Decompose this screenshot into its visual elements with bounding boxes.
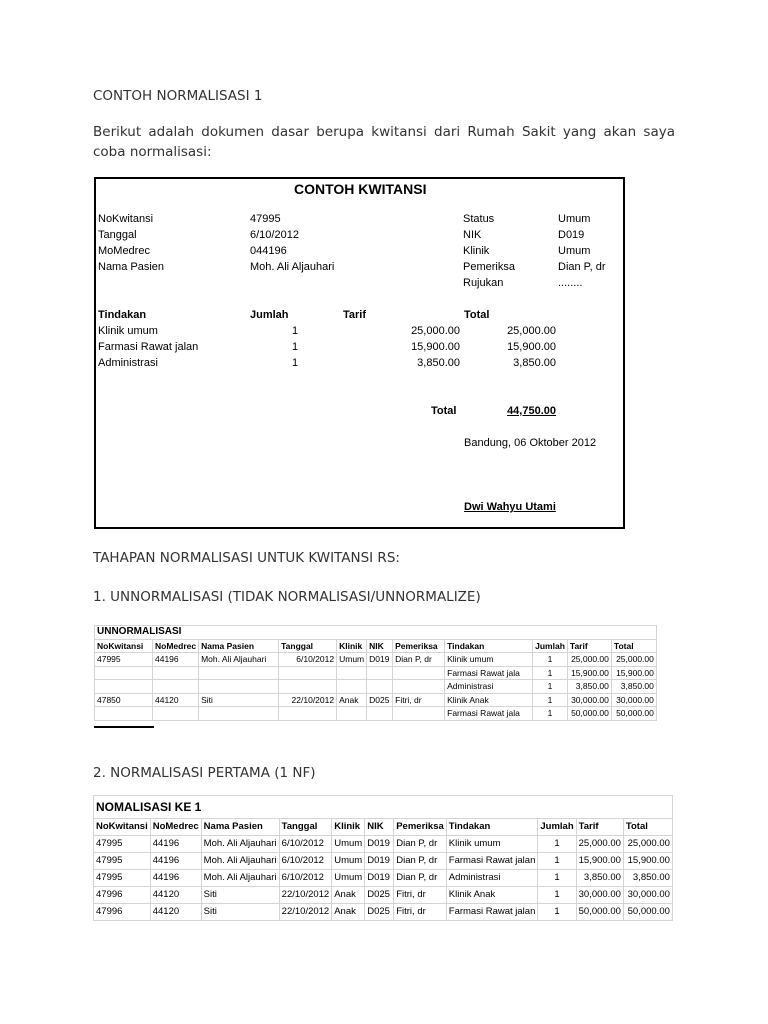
intro-paragraph: Berikut adalah dokumen dasar berupa kwitansi dari Rumah Sakit yang akan saya coba normalisasi: <box>93 124 675 160</box>
column-header: Tindakan <box>446 819 538 836</box>
table-cell <box>279 666 337 680</box>
column-header-jumlah: Jumlah <box>250 309 289 321</box>
table-cell: D019 <box>365 853 394 870</box>
table-cell: 1 <box>538 870 576 887</box>
table-cell <box>367 707 393 721</box>
table-cell <box>153 680 199 694</box>
table-cell: 50,000.00 <box>623 904 672 921</box>
table-cell: 44120 <box>150 887 201 904</box>
table-cell: 6/10/2012 <box>279 653 337 667</box>
table-cell: 22/10/2012 <box>279 693 337 707</box>
table-cell: Klinik umum <box>446 836 538 853</box>
table-cell: 15,900.00 <box>623 853 672 870</box>
item-tarif: 3,850.00 <box>417 357 460 369</box>
table-cell: Dian P, dr <box>393 653 445 667</box>
table-cell <box>95 707 153 721</box>
field-value: 044196 <box>250 245 287 257</box>
column-header: Nama Pasien <box>201 819 279 836</box>
table-cell: Siti <box>201 887 279 904</box>
field-label: NIK <box>463 229 482 241</box>
item-total: 3,850.00 <box>513 357 556 369</box>
column-header: Total <box>623 819 672 836</box>
header-row <box>94 819 673 836</box>
table-cell: 1 <box>538 836 576 853</box>
column-header: Klinik <box>337 639 367 653</box>
table-row <box>95 693 657 707</box>
table-row <box>94 870 673 887</box>
place-date: Bandung, 06 Oktober 2012 <box>464 437 597 449</box>
table-cell: 47995 <box>94 870 151 887</box>
unnormalized-sheet <box>94 625 657 721</box>
table-cell: Fitri, dr <box>394 887 447 904</box>
column-header: NIK <box>367 639 393 653</box>
table-cell <box>199 666 279 680</box>
table-cell: 3,850.00 <box>576 870 623 887</box>
table-cell: 6/10/2012 <box>279 870 332 887</box>
table-cell <box>367 680 393 694</box>
table-cell: 30,000.00 <box>576 887 623 904</box>
field-value: ........ <box>558 277 583 289</box>
table-row <box>94 887 673 904</box>
field-label: Rujukan <box>463 277 504 289</box>
stages-heading: TAHAPAN NORMALISASI UNTUK KWITANSI RS: <box>93 550 400 566</box>
table-cell: 44196 <box>150 853 201 870</box>
table-cell: 50,000.00 <box>611 707 656 721</box>
table-cell: 47996 <box>94 904 151 921</box>
table-cell: D019 <box>365 836 394 853</box>
table-cell: Dian P, dr <box>394 836 447 853</box>
table-cell: Umum <box>337 653 367 667</box>
page-heading: CONTOH NORMALISASI 1 <box>93 88 263 104</box>
table-cell: 1 <box>538 887 576 904</box>
column-header: Tarif <box>567 639 611 653</box>
field-value: Moh. Ali Aljauhari <box>250 261 335 273</box>
sheet-title-row <box>94 796 673 819</box>
signer-name: Dwi Wahyu Utami <box>464 501 556 513</box>
table-cell <box>279 680 337 694</box>
receipt <box>94 177 625 529</box>
table-cell: Dian P, dr <box>394 853 447 870</box>
table-cell: 1 <box>538 853 576 870</box>
table-cell: 50,000.00 <box>567 707 611 721</box>
table-cell <box>393 666 445 680</box>
table-row <box>95 707 657 721</box>
item-tindakan: Farmasi Rawat jalan <box>98 341 199 353</box>
column-header: Pemeriksa <box>393 639 445 653</box>
table-cell: Klinik Anak <box>445 693 533 707</box>
field-label: Pemeriksa <box>463 261 515 273</box>
sheet-title: NOMALISASI KE 1 <box>94 796 673 819</box>
table-cell: 30,000.00 <box>611 693 656 707</box>
column-header: NoMedrec <box>153 639 199 653</box>
table-cell: Moh. Ali Aljauhari <box>201 836 279 853</box>
table-row <box>94 836 673 853</box>
item-total: 15,900.00 <box>507 341 556 353</box>
table-cell: 3,850.00 <box>611 680 656 694</box>
table-cell: Umum <box>332 853 365 870</box>
table-cell <box>153 707 199 721</box>
column-header: Pemeriksa <box>394 819 447 836</box>
table-cell: D019 <box>367 653 393 667</box>
table-cell: Klinik umum <box>445 653 533 667</box>
table-cell: 25,000.00 <box>567 653 611 667</box>
table-cell: 25,000.00 <box>576 836 623 853</box>
table-cell: Fitri, dr <box>393 693 445 707</box>
field-label: Nama Pasien <box>98 261 165 273</box>
table-cell: 1 <box>533 680 568 694</box>
table-cell: 47995 <box>94 853 151 870</box>
selection-bar <box>94 726 154 728</box>
table-cell: Anak <box>332 887 365 904</box>
table-cell <box>337 707 367 721</box>
table-cell: D025 <box>365 887 394 904</box>
table-cell: Administrasi <box>445 680 533 694</box>
table-cell: 47995 <box>95 653 153 667</box>
column-header-tarif: Tarif <box>343 309 367 321</box>
grand-total: 44,750.00 <box>507 405 556 417</box>
table-cell: 6/10/2012 <box>279 836 332 853</box>
item-tarif: 25,000.00 <box>411 325 460 337</box>
step1-heading: 1. UNNORMALISASI (TIDAK NORMALISASI/UNNORMALIZE) <box>93 589 481 605</box>
table-row <box>94 853 673 870</box>
table-cell: 22/10/2012 <box>279 887 332 904</box>
table-cell <box>393 680 445 694</box>
table-cell: 15,900.00 <box>611 666 656 680</box>
sheet-title-row <box>95 626 657 640</box>
item-total: 25,000.00 <box>507 325 556 337</box>
table-row <box>94 904 673 921</box>
table-cell: 25,000.00 <box>623 836 672 853</box>
column-header: Total <box>611 639 656 653</box>
table-cell: 44196 <box>150 870 201 887</box>
table-row <box>95 680 657 694</box>
table-cell: Siti <box>201 904 279 921</box>
item-tindakan: Klinik umum <box>98 325 158 337</box>
table-cell: 15,900.00 <box>576 853 623 870</box>
table-cell: Fitri, dr <box>394 904 447 921</box>
table-cell: 44196 <box>153 653 199 667</box>
field-value: Dian P, dr <box>558 261 606 273</box>
header-row <box>95 639 657 653</box>
table-cell: Administrasi <box>446 870 538 887</box>
table-cell: 6/10/2012 <box>279 853 332 870</box>
field-label: Status <box>463 213 495 225</box>
field-label: NoKwitansi <box>98 213 154 225</box>
field-value: Umum <box>558 245 591 257</box>
table-cell: 44196 <box>150 836 201 853</box>
table-cell <box>393 707 445 721</box>
table-cell: 47850 <box>95 693 153 707</box>
table-cell: 47995 <box>94 836 151 853</box>
field-label: Tanggal <box>98 229 137 241</box>
table-cell: Farmasi Rawat jalan <box>446 853 538 870</box>
table-cell: Moh. Ali Aljauhari <box>201 853 279 870</box>
item-tarif: 15,900.00 <box>411 341 460 353</box>
column-header: Tindakan <box>445 639 533 653</box>
table-cell: Umum <box>332 836 365 853</box>
table-row <box>95 653 657 667</box>
table-cell: 1 <box>533 653 568 667</box>
column-header-tindakan: Tindakan <box>98 309 147 321</box>
first-nf-sheet <box>93 795 673 921</box>
table-row <box>95 666 657 680</box>
table-cell: 1 <box>538 904 576 921</box>
table-cell <box>199 680 279 694</box>
field-value: 6/10/2012 <box>250 229 299 241</box>
item-tindakan: Administrasi <box>98 357 158 369</box>
column-header: NoKwitansi <box>95 639 153 653</box>
field-value: 47995 <box>250 213 281 225</box>
table-cell: D025 <box>367 693 393 707</box>
table-cell: D025 <box>365 904 394 921</box>
table-cell: 3,850.00 <box>623 870 672 887</box>
table-cell <box>199 707 279 721</box>
table-cell: Anak <box>337 693 367 707</box>
item-jumlah: 1 <box>292 325 299 337</box>
table-cell <box>95 666 153 680</box>
field-label: Klinik <box>463 245 490 257</box>
column-header: NoMedrec <box>150 819 201 836</box>
table-cell: Umum <box>332 870 365 887</box>
field-value: D019 <box>558 229 585 241</box>
table-cell: 15,900.00 <box>567 666 611 680</box>
table-cell <box>279 707 337 721</box>
step2-heading: 2. NORMALISASI PERTAMA (1 NF) <box>93 765 316 781</box>
table-cell: Farmasi Rawat jalan <box>446 904 538 921</box>
column-header: Tanggal <box>279 639 337 653</box>
table-cell: 44120 <box>150 904 201 921</box>
table-cell <box>367 666 393 680</box>
table-cell: 22/10/2012 <box>279 904 332 921</box>
column-header: Tarif <box>576 819 623 836</box>
table-cell: 1 <box>533 707 568 721</box>
table-cell <box>337 666 367 680</box>
table-cell <box>153 666 199 680</box>
table-cell: Anak <box>332 904 365 921</box>
table-cell: Dian P, dr <box>394 870 447 887</box>
column-header: Tanggal <box>279 819 332 836</box>
column-header-total: Total <box>464 309 490 321</box>
table-cell: Farmasi Rawat jala <box>445 707 533 721</box>
table-cell: Farmasi Rawat jala <box>445 666 533 680</box>
column-header: NoKwitansi <box>94 819 151 836</box>
table-cell: 25,000.00 <box>611 653 656 667</box>
table-cell: 47996 <box>94 887 151 904</box>
table-cell: Siti <box>199 693 279 707</box>
table-cell: 3,850.00 <box>567 680 611 694</box>
item-jumlah: 1 <box>292 357 299 369</box>
sheet-title: UNNORMALISASI <box>95 626 657 640</box>
table-cell: 50,000.00 <box>576 904 623 921</box>
table-cell <box>95 680 153 694</box>
grand-total-label: Total <box>431 405 457 417</box>
table-cell: Moh. Ali Aljauhari <box>201 870 279 887</box>
column-header: Nama Pasien <box>199 639 279 653</box>
table-cell: Moh. Ali Aljauhari <box>199 653 279 667</box>
table-cell: D019 <box>365 870 394 887</box>
table-cell: 1 <box>533 693 568 707</box>
field-value: Umum <box>558 213 591 225</box>
table-cell: 30,000.00 <box>623 887 672 904</box>
table-cell: 44120 <box>153 693 199 707</box>
table-cell: 1 <box>533 666 568 680</box>
field-label: MoMedrec <box>98 245 150 257</box>
column-header: NIK <box>365 819 394 836</box>
column-header: Klinik <box>332 819 365 836</box>
table-cell: Klinik Anak <box>446 887 538 904</box>
table-cell: 30,000.00 <box>567 693 611 707</box>
table-cell <box>337 680 367 694</box>
receipt-title: CONTOH KWITANSI <box>294 181 427 197</box>
column-header: Jumlah <box>533 639 568 653</box>
item-jumlah: 1 <box>292 341 299 353</box>
column-header: Jumlah <box>538 819 576 836</box>
